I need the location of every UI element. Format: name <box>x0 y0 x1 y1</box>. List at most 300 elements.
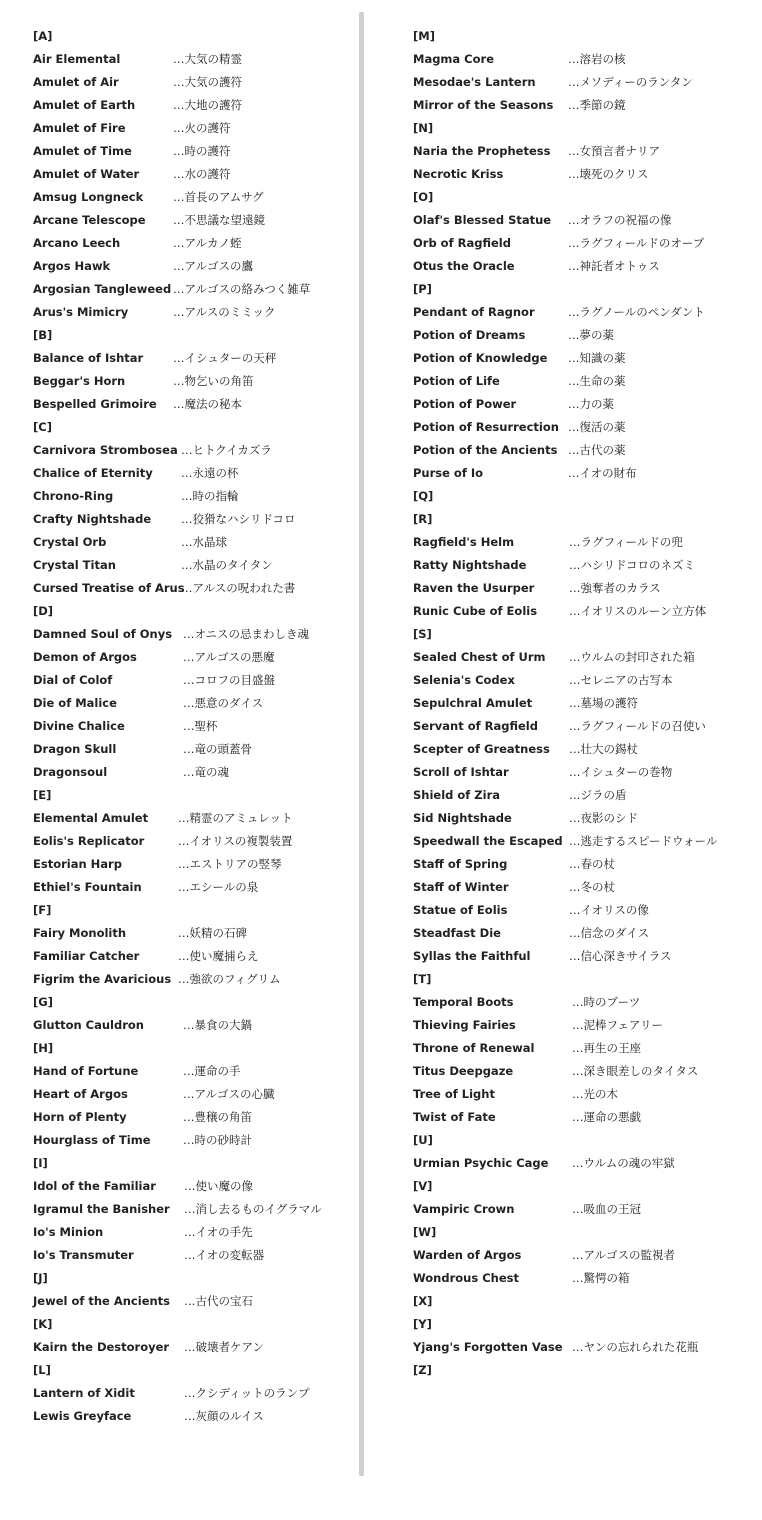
glossary-entry <box>413 50 758 73</box>
english-term: Raven the Usurper <box>413 581 535 595</box>
glossary-entry <box>413 142 758 165</box>
english-term: Arus's Mimicry <box>33 305 129 319</box>
japanese-translation: …悪意のダイス <box>183 696 264 710</box>
japanese-translation: …生命の薬 <box>568 374 626 388</box>
glossary-entry <box>33 625 355 648</box>
english-term: Fairy Monolith <box>33 926 127 940</box>
glossary-entry <box>413 73 758 96</box>
japanese-translation: …竜の魂 <box>183 765 229 779</box>
japanese-translation: …春の杖 <box>569 857 615 871</box>
japanese-translation: …ジラの盾 <box>569 788 627 802</box>
english-term: Argos Hawk <box>33 259 111 273</box>
japanese-translation: …豊穣の角笛 <box>183 1110 252 1124</box>
english-term: Titus Deepgaze <box>413 1064 514 1078</box>
glossary-entry <box>33 73 355 96</box>
japanese-translation: …泥棒フェアリー <box>572 1018 663 1032</box>
japanese-translation: …破壊者ケアン <box>184 1340 265 1354</box>
japanese-translation: …永遠の杯 <box>181 466 239 480</box>
glossary-entry <box>33 464 355 487</box>
english-term: Dragon Skull <box>33 742 117 756</box>
glossary-entry <box>33 717 355 740</box>
english-term: Estorian Harp <box>33 857 122 871</box>
glossary-entry <box>33 809 355 832</box>
english-term: Throne of Renewal <box>413 1041 535 1055</box>
glossary-entry <box>33 1223 355 1246</box>
glossary-entry <box>413 947 758 970</box>
japanese-translation: …イオリスのルーン立方体 <box>569 604 707 618</box>
japanese-translation: …信心深きサイラス <box>569 949 672 963</box>
english-term: Amulet of Earth <box>33 98 136 112</box>
glossary-entry <box>413 1269 758 1292</box>
glossary-entry <box>413 1039 758 1062</box>
english-term: Potion of Life <box>413 374 500 388</box>
glossary-entry <box>33 510 355 533</box>
english-term: Heart of Argos <box>33 1087 128 1101</box>
section-letter-u: [U] <box>413 1133 433 1147</box>
japanese-translation: …ウルムの魂の牢獄 <box>572 1156 675 1170</box>
japanese-translation: …イシュターの天秤 <box>173 351 277 365</box>
japanese-translation: …暴食の大鍋 <box>183 1018 252 1032</box>
english-term: Bespelled Grimoire <box>33 397 157 411</box>
japanese-translation: …大地の護符 <box>173 98 242 112</box>
english-term: Tree of Light <box>413 1087 495 1101</box>
glossary-entry <box>413 579 758 602</box>
section-letter-c: [C] <box>33 420 52 434</box>
glossary-entry <box>33 50 355 73</box>
glossary-entry <box>33 487 355 510</box>
glossary-entry <box>413 832 758 855</box>
english-term: Potion of Power <box>413 397 517 411</box>
glossary-entry <box>33 533 355 556</box>
glossary-entry <box>413 1085 758 1108</box>
right-glossary-column <box>413 27 758 1384</box>
english-term: Damned Soul of Onys <box>33 627 173 641</box>
glossary-entry <box>33 349 355 372</box>
english-term: Staff of Spring <box>413 857 508 871</box>
english-term: Potion of Knowledge <box>413 351 548 365</box>
english-term: Twist of Fate <box>413 1110 496 1124</box>
glossary-entry <box>33 1108 355 1131</box>
japanese-translation: …竜の頭蓋骨 <box>183 742 252 756</box>
glossary-entry <box>33 1338 355 1361</box>
japanese-translation: …イオの手先 <box>184 1225 253 1239</box>
english-term: Speedwall the Escaped <box>413 834 563 848</box>
glossary-entry <box>33 579 355 602</box>
japanese-translation: …時の指輪 <box>181 489 239 503</box>
glossary-entry <box>413 855 758 878</box>
japanese-translation: …強奪者のカラス <box>569 581 661 595</box>
glossary-entry <box>413 1246 758 1269</box>
glossary-entry <box>33 924 355 947</box>
glossary-entry <box>33 1131 355 1154</box>
japanese-translation: …ラグフィールドのオーブ <box>568 236 705 250</box>
english-term: Staff of Winter <box>413 880 509 894</box>
english-term: Scepter of Greatness <box>413 742 550 756</box>
section-letter-k: [K] <box>33 1317 53 1331</box>
japanese-translation: …メソディーのランタン <box>568 75 693 89</box>
english-term: Servant of Ragfield <box>413 719 538 733</box>
glossary-entry <box>413 671 758 694</box>
japanese-translation: …消し去るものイグラマル <box>184 1202 322 1216</box>
japanese-translation: …夢の薬 <box>568 328 614 342</box>
english-term: Otus the Oracle <box>413 259 515 273</box>
english-term: Steadfast Die <box>413 926 501 940</box>
glossary-entry <box>413 349 758 372</box>
english-term: Dial of Colof <box>33 673 113 687</box>
glossary-entry <box>33 257 355 280</box>
glossary-entry <box>33 763 355 786</box>
japanese-translation: …使い魔捕らえ <box>178 949 259 963</box>
glossary-entry <box>33 441 355 464</box>
japanese-translation: …逃走するスピードウォール <box>569 834 718 848</box>
japanese-translation: …イオリスの像 <box>569 903 649 917</box>
section-letter-t: [T] <box>413 972 432 986</box>
english-term: Divine Chalice <box>33 719 125 733</box>
glossary-entry <box>33 556 355 579</box>
glossary-entry <box>33 694 355 717</box>
glossary-entry <box>33 970 355 993</box>
glossary-entry <box>33 234 355 257</box>
english-term: Orb of Ragfield <box>413 236 511 250</box>
glossary-entry <box>33 96 355 119</box>
glossary-entry <box>33 740 355 763</box>
japanese-translation: …妖精の石碑 <box>178 926 247 940</box>
japanese-translation: …アルゴスの絡みつく雑草 <box>173 282 311 296</box>
japanese-translation: …魔法の秘本 <box>173 397 242 411</box>
japanese-translation: …運命の手 <box>183 1064 241 1078</box>
english-term: Crafty Nightshade <box>33 512 152 526</box>
japanese-translation: …季節の鏡 <box>568 98 626 112</box>
japanese-translation: …運命の悪戯 <box>572 1110 641 1124</box>
japanese-translation: …水晶のタイタン <box>181 558 273 572</box>
english-term: Sid Nightshade <box>413 811 512 825</box>
section-letter-b: [B] <box>33 328 53 342</box>
glossary-entry <box>413 441 758 464</box>
english-term: Potion of the Ancients <box>413 443 558 457</box>
glossary-entry <box>413 418 758 441</box>
english-term: Arcano Leech <box>33 236 121 250</box>
section-letter-z: [Z] <box>413 1363 432 1377</box>
glossary-entry <box>33 1407 355 1430</box>
english-term: Air Elemental <box>33 52 121 66</box>
japanese-translation: …アルゴスの心臓 <box>183 1087 275 1101</box>
glossary-entry <box>413 740 758 763</box>
glossary-entry <box>413 717 758 740</box>
section-letter-f: [F] <box>33 903 52 917</box>
english-term: Carnivora Strombosea <box>33 443 178 457</box>
english-term: Amsug Longneck <box>33 190 144 204</box>
japanese-translation: …大気の精霊 <box>173 52 242 66</box>
japanese-translation: …精霊のアミュレット <box>178 811 293 825</box>
glossary-entry <box>33 1085 355 1108</box>
section-letter-h: [H] <box>33 1041 54 1055</box>
english-term: Scroll of Ishtar <box>413 765 509 779</box>
english-term: Chrono-Ring <box>33 489 114 503</box>
glossary-entry <box>413 165 758 188</box>
section-letter-l: [L] <box>33 1363 51 1377</box>
glossary-entry <box>33 1016 355 1039</box>
english-term: Temporal Boots <box>413 995 514 1009</box>
japanese-translation: …使い魔の像 <box>184 1179 253 1193</box>
glossary-entry <box>33 855 355 878</box>
glossary-entry <box>413 602 758 625</box>
english-term: Warden of Argos <box>413 1248 522 1262</box>
japanese-translation: …壊死のクリス <box>568 167 649 181</box>
glossary-entry <box>413 372 758 395</box>
english-term: Magma Core <box>413 52 494 66</box>
left-glossary-column <box>33 27 355 1430</box>
english-term: Vampiric Crown <box>413 1202 515 1216</box>
glossary-entry <box>413 1062 758 1085</box>
glossary-entry <box>33 280 355 303</box>
japanese-translation: …神託者オトゥス <box>568 259 660 273</box>
english-term: Thieving Fairies <box>413 1018 516 1032</box>
column-divider <box>359 12 364 1476</box>
english-term: Figrim the Avaricious <box>33 972 172 986</box>
glossary-entry <box>413 763 758 786</box>
english-term: Igramul the Banisher <box>33 1202 170 1216</box>
english-term: Horn of Plenty <box>33 1110 127 1124</box>
english-term: Necrotic Kriss <box>413 167 504 181</box>
section-letter-q: [Q] <box>413 489 434 503</box>
glossary-entry <box>413 326 758 349</box>
japanese-translation: …セレニアの古写本 <box>569 673 673 687</box>
japanese-translation: …冬の杖 <box>569 880 615 894</box>
japanese-translation: …壮大の錫杖 <box>569 742 638 756</box>
japanese-translation: …アルスの呪われた書 <box>181 581 296 595</box>
japanese-translation: …イオの変転器 <box>184 1248 265 1262</box>
english-term: Arcane Telescope <box>33 213 146 227</box>
japanese-translation: …火の護符 <box>173 121 231 135</box>
japanese-translation: …強欲のフィグリム <box>178 972 281 986</box>
japanese-translation: …アルカノ蛭 <box>173 236 242 250</box>
glossary-entry <box>33 142 355 165</box>
english-term: Ragfield's Helm <box>413 535 515 549</box>
japanese-translation: …夜影のシド <box>569 811 638 825</box>
japanese-translation: …アルゴスの鷹 <box>173 259 254 273</box>
section-letter-m: [M] <box>413 29 435 43</box>
glossary-entry <box>413 1338 758 1361</box>
section-letter-r: [R] <box>413 512 433 526</box>
section-letter-a: [A] <box>33 29 53 43</box>
glossary-entry <box>33 1384 355 1407</box>
japanese-translation: …ラグフィールドの召使い <box>569 719 706 733</box>
english-term: Io's Minion <box>33 1225 104 1239</box>
glossary-entry <box>33 648 355 671</box>
glossary-entry <box>413 395 758 418</box>
japanese-translation: …復活の薬 <box>568 420 626 434</box>
english-term: Mirror of the Seasons <box>413 98 554 112</box>
glossary-entry <box>33 671 355 694</box>
english-term: Chalice of Eternity <box>33 466 153 480</box>
japanese-translation: …時の護符 <box>173 144 231 158</box>
section-letter-d: [D] <box>33 604 54 618</box>
section-letter-o: [O] <box>413 190 434 204</box>
english-term: Amulet of Water <box>33 167 140 181</box>
japanese-translation: …首長のアムサグ <box>173 190 264 204</box>
glossary-entry <box>413 1200 758 1223</box>
japanese-translation: …コロフの目盛盤 <box>183 673 275 687</box>
glossary-entry <box>33 211 355 234</box>
english-term: Elemental Amulet <box>33 811 149 825</box>
glossary-entry <box>413 993 758 1016</box>
section-letter-e: [E] <box>33 788 52 802</box>
english-term: Mesodae's Lantern <box>413 75 536 89</box>
english-term: Die of Malice <box>33 696 117 710</box>
japanese-translation: …古代の薬 <box>568 443 626 457</box>
japanese-translation: …再生の王座 <box>572 1041 641 1055</box>
japanese-translation: …灰顔のルイス <box>184 1409 264 1423</box>
japanese-translation: …信念のダイス <box>569 926 650 940</box>
english-term: Crystal Titan <box>33 558 116 572</box>
japanese-translation: …アルゴスの監視者 <box>572 1248 676 1262</box>
japanese-translation: …知識の薬 <box>568 351 626 365</box>
glossary-entry <box>33 165 355 188</box>
japanese-translation: …聖杯 <box>183 719 218 733</box>
english-term: Statue of Eolis <box>413 903 508 917</box>
japanese-translation: …ウルムの封印された箱 <box>569 650 695 664</box>
japanese-translation: …狡猾なハシリドコロ <box>181 512 296 526</box>
english-term: Pendant of Ragnor <box>413 305 535 319</box>
section-letter-i: [I] <box>33 1156 48 1170</box>
section-letter-y: [Y] <box>413 1317 432 1331</box>
english-term: Potion of Resurrection <box>413 420 559 434</box>
english-term: Balance of Ishtar <box>33 351 144 365</box>
english-term: Lantern of Xidit <box>33 1386 135 1400</box>
glossary-entry <box>33 188 355 211</box>
glossary-entry <box>413 211 758 234</box>
glossary-entry <box>33 832 355 855</box>
english-term: Hourglass of Time <box>33 1133 151 1147</box>
japanese-translation: …ラグノールのペンダント <box>568 305 705 319</box>
japanese-translation: …物乞いの角笛 <box>173 374 254 388</box>
english-term: Demon of Argos <box>33 650 137 664</box>
glossary-entry <box>413 556 758 579</box>
english-term: Runic Cube of Eolis <box>413 604 538 618</box>
glossary-entry <box>33 1292 355 1315</box>
glossary-entry <box>413 1016 758 1039</box>
japanese-translation: …オラフの祝福の像 <box>568 213 672 227</box>
japanese-translation: …深き眼差しのタイタス <box>572 1064 699 1078</box>
english-term: Amulet of Air <box>33 75 119 89</box>
glossary-entry <box>33 395 355 418</box>
japanese-translation: …イシュターの巻物 <box>569 765 673 779</box>
english-term: Jewel of the Ancients <box>33 1294 171 1308</box>
english-term: Shield of Zira <box>413 788 501 802</box>
english-term: Ratty Nightshade <box>413 558 527 572</box>
japanese-translation: …溶岩の核 <box>568 52 626 66</box>
english-term: Ethiel's Fountain <box>33 880 142 894</box>
japanese-translation: …水晶球 <box>181 535 227 549</box>
japanese-translation: …ヒトクイカズラ <box>181 443 272 457</box>
japanese-translation: …時の砂時計 <box>183 1133 252 1147</box>
glossary-entry <box>33 303 355 326</box>
section-letter-j: [J] <box>33 1271 48 1285</box>
japanese-translation: …力の薬 <box>568 397 614 411</box>
glossary-entry <box>413 786 758 809</box>
english-term: Io's Transmuter <box>33 1248 134 1262</box>
japanese-translation: …吸血の王冠 <box>572 1202 641 1216</box>
english-term: Argosian Tangleweed <box>33 282 172 296</box>
english-term: Yjang's Forgotten Vase <box>413 1340 563 1354</box>
english-term: Crystal Orb <box>33 535 107 549</box>
english-term: Familiar Catcher <box>33 949 140 963</box>
english-term: Lewis Greyface <box>33 1409 132 1423</box>
english-term: Selenia's Codex <box>413 673 515 687</box>
glossary-entry <box>413 1108 758 1131</box>
glossary-entry <box>413 303 758 326</box>
glossary-entry <box>413 694 758 717</box>
japanese-translation: …アルスのミミック <box>173 305 276 319</box>
english-term: Sealed Chest of Urm <box>413 650 546 664</box>
japanese-translation: …驚愕の箱 <box>572 1271 630 1285</box>
japanese-translation: …クシディットのランプ <box>184 1386 310 1400</box>
glossary-entry <box>413 878 758 901</box>
glossary-entry <box>413 234 758 257</box>
glossary-entry <box>413 257 758 280</box>
japanese-translation: …大気の護符 <box>173 75 242 89</box>
glossary-entry <box>33 1246 355 1269</box>
glossary-entry <box>33 119 355 142</box>
section-letter-w: [W] <box>413 1225 437 1239</box>
glossary-entry <box>413 924 758 947</box>
english-term: Sepulchral Amulet <box>413 696 533 710</box>
english-term: Urmian Psychic Cage <box>413 1156 549 1170</box>
japanese-translation: …水の護符 <box>173 167 231 181</box>
glossary-entry <box>413 96 758 119</box>
english-term: Kairn the Destoroyer <box>33 1340 170 1354</box>
english-term: Amulet of Fire <box>33 121 126 135</box>
glossary-entry <box>33 1200 355 1223</box>
english-term: Beggar's Horn <box>33 374 126 388</box>
english-term: Glutton Cauldron <box>33 1018 144 1032</box>
japanese-translation: …墓場の護符 <box>569 696 638 710</box>
english-term: Eolis's Replicator <box>33 834 145 848</box>
glossary-entry <box>33 372 355 395</box>
glossary-entry <box>413 901 758 924</box>
section-letter-s: [S] <box>413 627 432 641</box>
japanese-translation: …ハシリドコロのネズミ <box>569 558 696 572</box>
japanese-translation: …イオの財布 <box>568 466 637 480</box>
glossary-entry <box>413 533 758 556</box>
glossary-entry <box>33 947 355 970</box>
english-term: Potion of Dreams <box>413 328 526 342</box>
japanese-translation: …古代の宝石 <box>184 1294 253 1308</box>
glossary-entry <box>413 809 758 832</box>
japanese-translation: …女預言者ナリア <box>568 144 660 158</box>
section-letter-v: [V] <box>413 1179 433 1193</box>
english-term: Olaf's Blessed Statue <box>413 213 552 227</box>
japanese-translation: …ラグフィールドの兜 <box>569 535 683 549</box>
section-letter-p: [P] <box>413 282 432 296</box>
glossary-entry <box>33 1062 355 1085</box>
section-letter-g: [G] <box>33 995 53 1009</box>
japanese-translation: …不思議な望遠鏡 <box>173 213 265 227</box>
japanese-translation: …ヤンの忘れられた花瓶 <box>572 1340 699 1354</box>
glossary-entry <box>33 878 355 901</box>
japanese-translation: …エシールの泉 <box>178 880 259 894</box>
japanese-translation: …イオリスの複製装置 <box>178 834 293 848</box>
english-term: Idol of the Familiar <box>33 1179 156 1193</box>
section-letter-n: [N] <box>413 121 434 135</box>
japanese-translation: …オニスの忌まわしき魂 <box>183 627 310 641</box>
english-term: Wondrous Chest <box>413 1271 519 1285</box>
english-term: Amulet of Time <box>33 144 132 158</box>
glossary-entry <box>413 1154 758 1177</box>
japanese-translation: …エストリアの竪琴 <box>178 857 282 871</box>
glossary-entry <box>33 1177 355 1200</box>
glossary-entry <box>413 464 758 487</box>
